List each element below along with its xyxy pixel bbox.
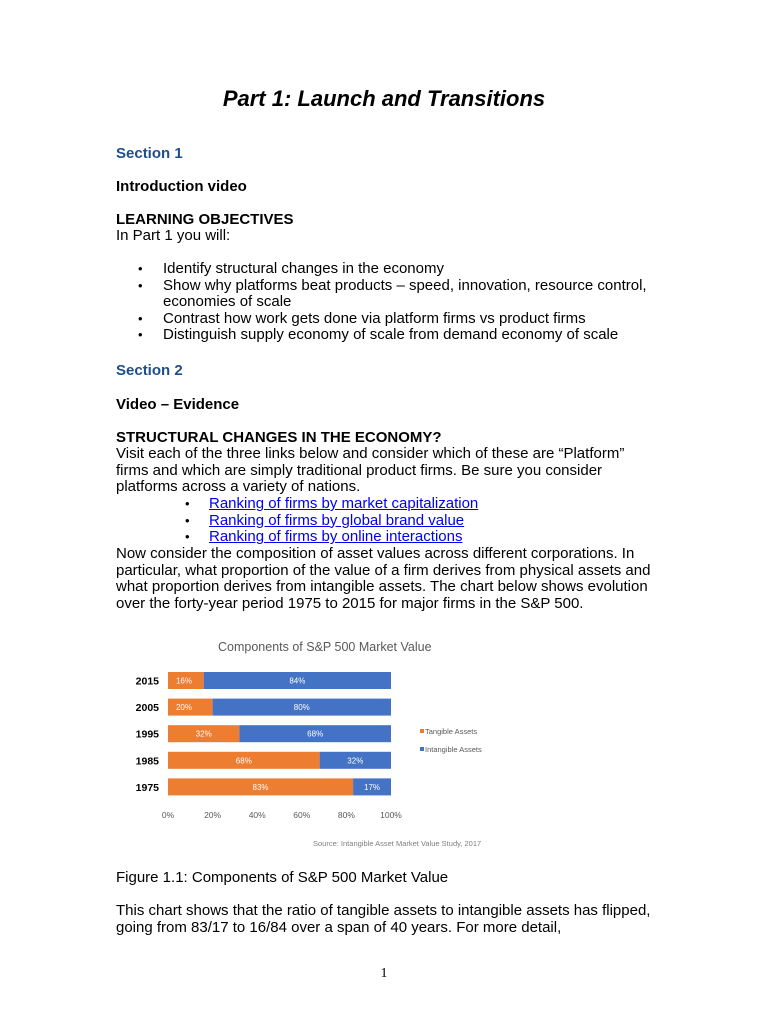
- legend-swatch: [420, 747, 424, 751]
- data-label: 16%: [175, 676, 193, 686]
- link-global-brand-value[interactable]: Ranking of firms by global brand value: [209, 511, 465, 529]
- list-item: • Identify structural changes in the economy: [136, 261, 656, 278]
- page-title: Part 1: Launch and Transitions: [222, 86, 546, 111]
- chart-source: Source: Intangible Asset Market Value Study, 2017: [313, 839, 482, 848]
- list-item: • Contrast how work gets done via platform firms vs product firms: [136, 311, 656, 328]
- x-tick-label: 60%: [293, 810, 311, 820]
- y-tick-label: 1975: [135, 781, 159, 794]
- sp500-chart: [118, 630, 504, 852]
- list-item: • Show why platforms beat products – speed, innovation, resource control, economies of scale: [136, 278, 656, 311]
- learning-objectives-heading: LEARNING OBJECTIVES: [116, 211, 294, 228]
- list-item: • Distinguish supply economy of scale from demand economy of scale: [136, 327, 656, 344]
- objectives-intro: In Part 1 you will:: [116, 227, 231, 244]
- x-tick-label: 80%: [337, 810, 355, 820]
- data-label: 68%: [307, 729, 324, 739]
- paragraph-asset-composition: Now consider the composition of asset values across different corporations. In particular, what proportion of the value of a firm derives from physical assets and what proportion derives from intangible assets. The chart below shows evolution over the forty-year period 1975 to 2015 for major firms in the S&P 500.: [116, 545, 651, 612]
- data-label: 80%: [293, 703, 310, 713]
- page-number: 1: [380, 966, 388, 981]
- list-item: [183, 496, 478, 513]
- paragraph-ratio-flipped: This chart shows that the ratio of tangible assets to intangible assets has flipped, going from 83/17 to 16/84 over a span of 40 years. For more detail,: [116, 902, 651, 936]
- structural-changes-heading: STRUCTURAL CHANGES IN THE ECONOMY?: [116, 429, 442, 446]
- data-label: 83%: [252, 782, 269, 792]
- video-evidence-label: Video – Evidence: [116, 396, 240, 413]
- ranking-links-list: [183, 496, 478, 546]
- chart-title: Components of S&P 500 Market Value: [218, 640, 432, 654]
- legend-swatch: [420, 729, 424, 733]
- figure-caption: Figure 1.1: Components of S&P 500 Market Value: [116, 869, 449, 886]
- legend-label: Tangible Assets: [425, 727, 478, 736]
- y-tick-label: 2005: [135, 702, 159, 715]
- section-2-heading: Section 2: [116, 362, 183, 379]
- data-label: 32%: [195, 729, 212, 739]
- link-online-interactions[interactable]: Ranking of firms by online interactions: [209, 528, 463, 546]
- x-tick-label: 40%: [248, 810, 266, 820]
- intro-video-label: Introduction video: [116, 178, 247, 195]
- x-tick-label: 20%: [204, 810, 222, 820]
- paragraph-visit-links: Visit each of the three links below and consider which of these are “Platform” firms and which are simply traditional product firms. Be sure you consider platforms across a variety of nations.: [116, 445, 625, 496]
- y-tick-label: 1985: [135, 755, 159, 768]
- data-label: 68%: [235, 756, 252, 766]
- x-tick-label: 0%: [161, 810, 175, 820]
- list-item: [183, 513, 478, 530]
- objectives-list: [136, 261, 656, 344]
- link-market-capitalization[interactable]: Ranking of firms by market capitalization: [209, 495, 479, 512]
- legend-label: Intangible Assets: [425, 745, 482, 754]
- sp500-chart-svg: [118, 630, 504, 852]
- data-label: 17%: [364, 782, 381, 792]
- section-1-heading: Section 1: [116, 145, 183, 162]
- x-tick-label: 100%: [380, 810, 402, 820]
- data-label: 20%: [175, 703, 193, 713]
- list-item: [183, 529, 478, 546]
- y-tick-label: 1995: [135, 728, 159, 741]
- data-label: 84%: [289, 676, 306, 686]
- y-tick-label: 2015: [135, 675, 159, 688]
- data-label: 32%: [347, 756, 364, 766]
